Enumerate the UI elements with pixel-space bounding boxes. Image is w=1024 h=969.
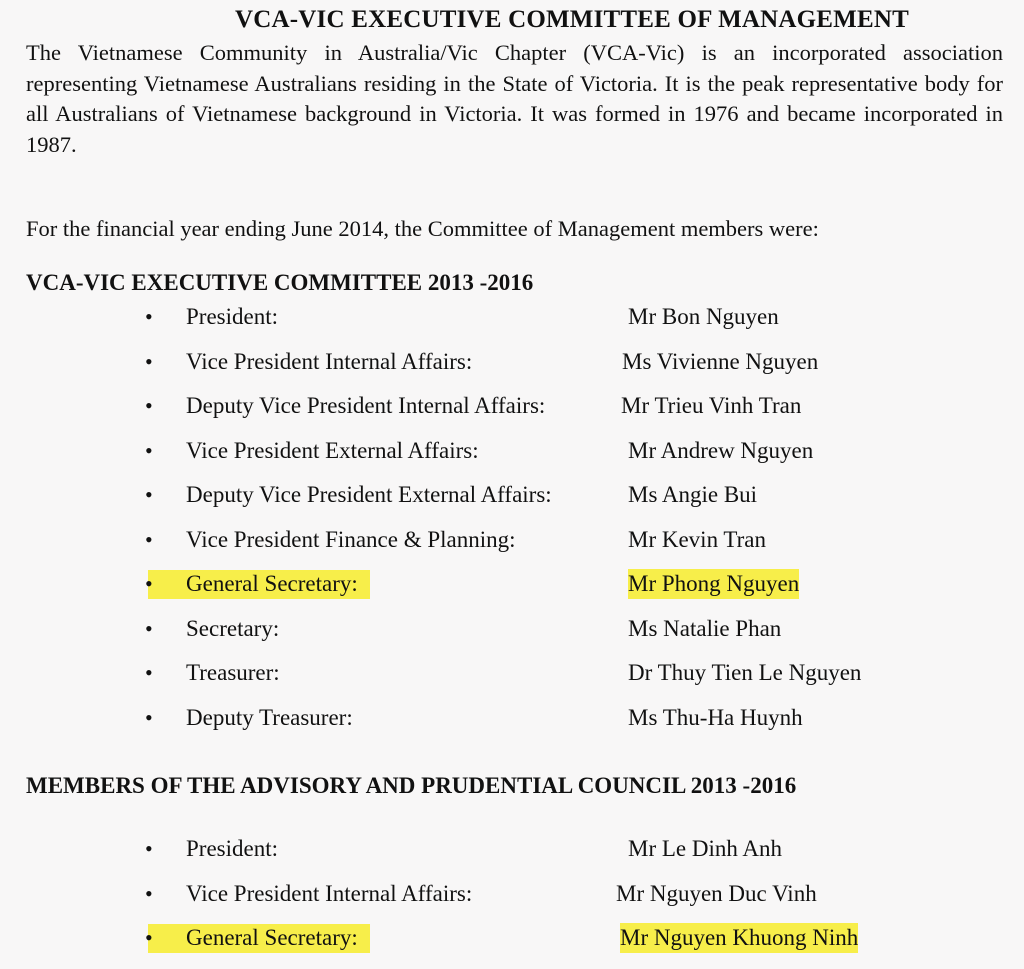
member-role: Deputy Vice President Internal Affairs: (186, 393, 546, 418)
member-name: Dr Thuy Tien Le Nguyen (628, 660, 862, 685)
bullet-icon: • (145, 482, 153, 507)
member-row (0, 658, 1024, 703)
member-name: Ms Natalie Phan (628, 615, 782, 641)
member-row (0, 525, 1024, 570)
member-name: Mr Bon Nguyen (628, 304, 779, 329)
bullet-icon: • (145, 836, 153, 861)
bullet-icon: • (145, 437, 153, 463)
bullet-icon: • (145, 704, 153, 730)
member-row (0, 703, 1024, 748)
member-name: Mr Kevin Tran (628, 526, 767, 552)
bullet-icon: • (145, 571, 153, 596)
member-role: President: (186, 304, 278, 329)
intro-paragraph: The Vietnamese Community in Australia/Vic Chapter (VCA-Vic) is an incorporated association representing Vietnamese Australians residing in the State of Victoria. It is the peak representative body for all Australians of Vietnamese background in Victoria. It was formed in 1976 and became incorporated in 1987. (26, 40, 1003, 157)
bullet-icon: • (145, 615, 153, 641)
member-role: Vice President External Affairs: (186, 437, 479, 463)
member-row (0, 879, 1024, 924)
member-row (0, 923, 1024, 968)
member-row (0, 436, 1024, 481)
member-name: Ms Vivienne Nguyen (622, 348, 819, 374)
member-role: Vice President Internal Affairs: (186, 348, 473, 374)
member-row (0, 834, 1024, 879)
member-row (0, 614, 1024, 659)
member-role: President: (186, 836, 278, 861)
member-role: Deputy Treasurer: (186, 704, 353, 730)
member-row (0, 480, 1024, 525)
document-title: VCA-VIC EXECUTIVE COMMITTEE OF MANAGEMENT (235, 6, 909, 33)
member-row (0, 569, 1024, 614)
member-role: General Secretary: (186, 571, 358, 596)
member-row (0, 302, 1024, 347)
bullet-icon: • (145, 526, 153, 552)
member-name: Mr Trieu Vinh Tran (621, 393, 802, 418)
financial-year-line: For the financial year ending June 2014, the Committee of Management members were: (26, 216, 819, 241)
member-role: Vice President Finance & Planning: (186, 526, 516, 552)
executive-committee-list (0, 302, 1024, 747)
member-name: Mr Andrew Nguyen (628, 437, 814, 463)
advisory-council-list (0, 834, 1024, 968)
bullet-icon: • (145, 925, 153, 950)
member-name: Ms Thu-Ha Huynh (628, 704, 803, 730)
member-name: Mr Nguyen Khuong Ninh (620, 923, 858, 953)
member-role: Secretary: (186, 615, 280, 641)
member-name: Ms Angie Bui (628, 482, 758, 507)
member-name: Mr Phong Nguyen (628, 569, 799, 599)
bullet-icon: • (145, 348, 153, 374)
member-name: Mr Nguyen Duc Vinh (616, 880, 817, 906)
member-role: General Secretary: (186, 925, 358, 950)
member-role: Vice President Internal Affairs: (186, 880, 473, 906)
member-name: Mr Le Dinh Anh (628, 836, 782, 861)
advisory-council-heading: MEMBERS OF THE ADVISORY AND PRUDENTIAL COUNCIL 2013 -2016 (26, 773, 797, 798)
executive-committee-heading: VCA-VIC EXECUTIVE COMMITTEE 2013 -2016 (26, 270, 534, 295)
bullet-icon: • (145, 660, 153, 685)
member-row (0, 391, 1024, 436)
bullet-icon: • (145, 393, 153, 418)
member-row (0, 347, 1024, 392)
bullet-icon: • (145, 880, 153, 906)
member-role: Treasurer: (186, 660, 280, 685)
bullet-icon: • (145, 304, 153, 329)
member-role: Deputy Vice President External Affairs: (186, 482, 552, 507)
